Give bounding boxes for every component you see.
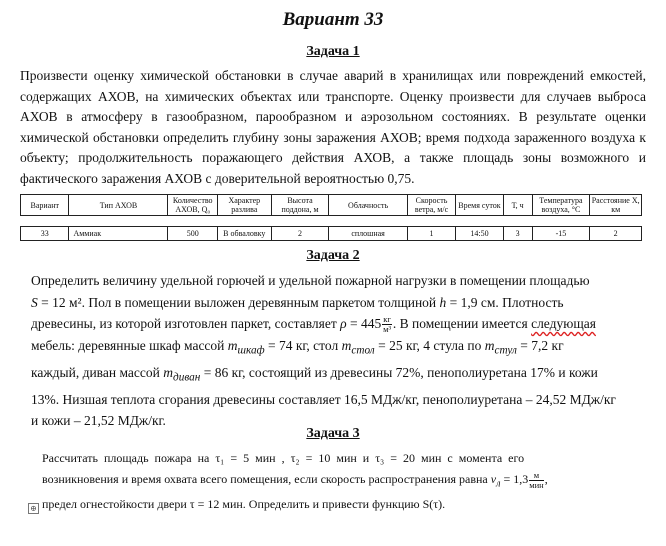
table-cell: 33 xyxy=(21,227,69,241)
task2-line: Определить величину удельной горючей и удельной пожарной нагрузки в помещении площадью xyxy=(31,273,590,288)
table-cell: сплошная xyxy=(329,227,407,241)
page-title: Вариант 33 xyxy=(282,9,384,30)
table-header-row xyxy=(21,195,642,216)
table-header-cell: Вариант xyxy=(21,195,69,216)
table-header-cell: Температура воздуха, °С xyxy=(532,195,590,216)
table-cell: 3 xyxy=(503,227,532,241)
table-cell: 500 xyxy=(168,227,218,241)
table-cell: 14:50 xyxy=(456,227,503,241)
table-header-cell: Характер разлива xyxy=(217,195,271,216)
table-cell: Аммиак xyxy=(69,227,168,241)
task3-paragraph xyxy=(42,448,612,515)
table-header-cell: Тип АХОВ xyxy=(69,195,168,216)
table-cell: -15 xyxy=(532,227,590,241)
task3-heading: Задача 3 xyxy=(306,426,360,441)
table-header-cell: Т, ч xyxy=(503,195,532,216)
table-cell: 1 xyxy=(407,227,455,241)
task1-table xyxy=(20,194,642,241)
task1-paragraph: Произвести оценку химической обстановки в случае аварий в хранилищах или повреждений емкостей, содержащих АХОВ, на химических объектах или транспорте. Оценку произвести для случаев выброса АХОВ в атмосферу в газообразном, парообразном и аэрозольном состояниях. В результате оценки химической обстановки определить глубину зоны заражения АХОВ; время подхода зараженного воздуха к объекту; продолжительность поражающего действия АХОВ, а также площадь зоны возможного и фактического заражения АХОВ с доверительной вероятностью 0,75. xyxy=(20,68,646,186)
task2-line: мебель: деревянные шкаф массой $m_{шкаф} = 74$ кг, стол $m_{стол} = 25$ кг, 4 стула по $m_{стул} = 7,2$ кг xyxy=(31,337,564,357)
table-cell: В обваловку xyxy=(217,227,271,241)
speed-unit-fraction: $\frac{м}{\text{мин}}$ xyxy=(529,469,544,490)
density-unit-fraction: $\frac{кг}{\text{м³}}$ xyxy=(383,314,392,335)
task2-line: древесины, из которой изготовлен паркет, составляет ρ = 445 $\frac{кг}{\text{м³}}$ . В помещении имеется следующая xyxy=(31,314,596,335)
task2-line: S = 12 м². Пол в помещении выложен деревянным паркетом толщиной h = 1,9 см. Плотность xyxy=(31,294,564,310)
task2-line: и кожи – 21,52 МДж/кг. xyxy=(31,413,166,429)
object-anchor-icon[interactable]: ⊕ xyxy=(28,503,39,514)
table-header-cell: Высота поддона, м xyxy=(271,195,329,216)
table-header-cell: Облачность xyxy=(329,195,407,216)
table-header-cell: Расстояние Х, км xyxy=(591,196,640,214)
task3-line: предел огнестойкости двери τ = 12 мин. Определить и привести функцию S(τ). xyxy=(42,497,446,512)
task3-line: возникновения и время охвата всего помещения, если скорость распространения равна $v_л = 1,3$ $\frac{м}{\text{мин}}$ , xyxy=(42,469,548,490)
task3-line: Рассчитать площадь пожара на τ₁ = 5 мин , τ₂ = 10 мин и τ₃ = 20 мин с момента его xyxy=(42,451,525,465)
table-header-cell: Время суток xyxy=(456,195,503,216)
task2-line: каждый, диван массой $m_{диван} = 86$ кг, состоящий из древесины 72%, пенополиуретана 17% и кожи xyxy=(31,364,598,384)
table-cell: 2 xyxy=(271,227,329,241)
table-row xyxy=(21,227,642,241)
task2-heading: Задача 2 xyxy=(306,248,360,263)
table-cell: 2 xyxy=(590,227,642,241)
table-header-cell: Скорость ветра, м/с xyxy=(407,195,455,216)
task2-paragraph xyxy=(31,270,651,432)
task2-line: 13%. Низшая теплота сгорания древесины составляет 16,5 МДж/кг, пенополиуретана – 24,52 МДж/кг xyxy=(31,391,616,407)
table-header-cell: Количество АХОВ, Q₀ xyxy=(168,195,218,216)
task1-heading: Задача 1 xyxy=(306,44,360,59)
